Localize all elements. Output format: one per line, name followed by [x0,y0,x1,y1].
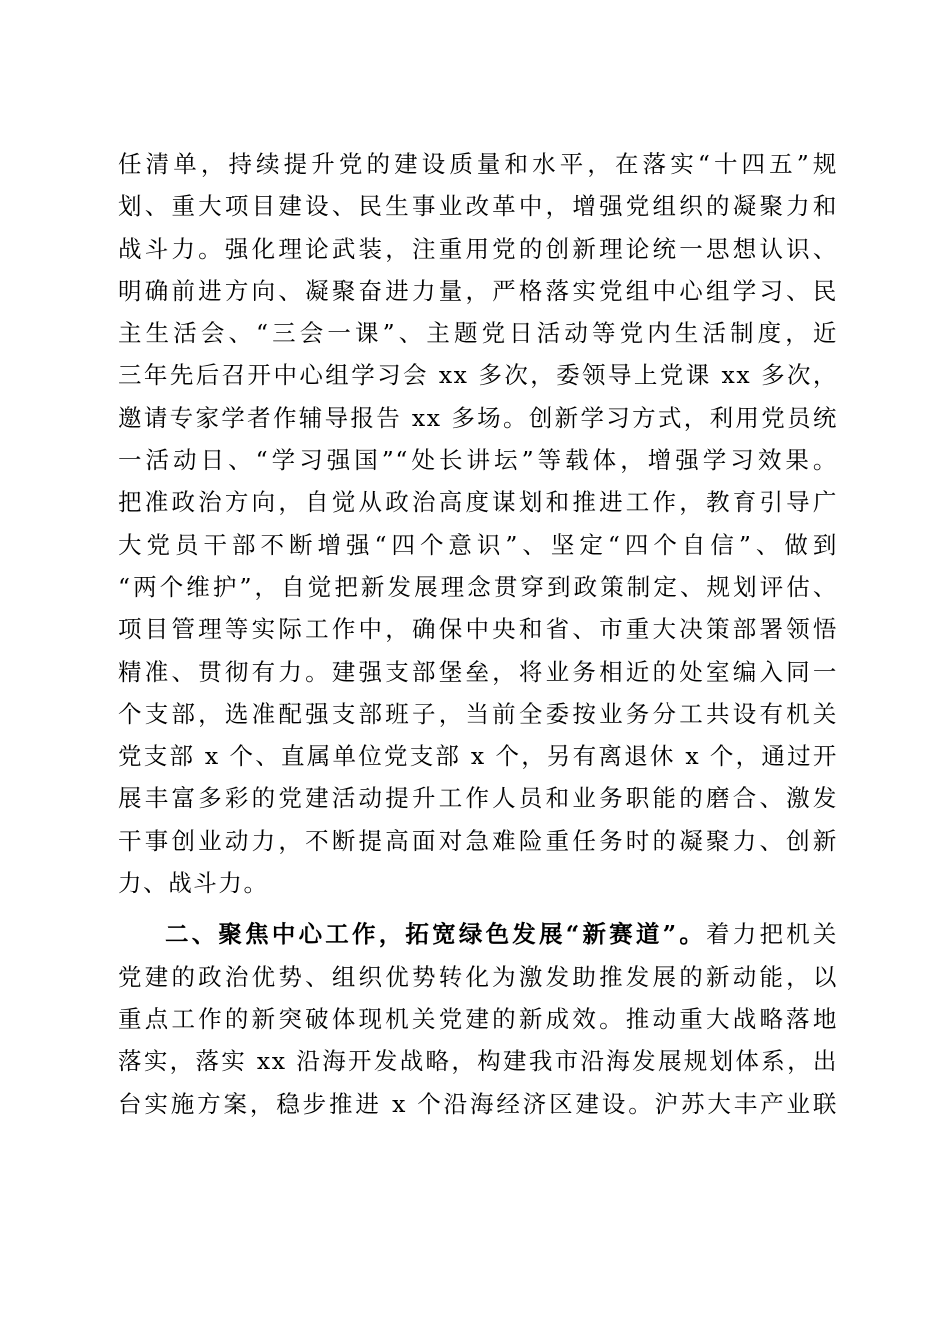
text-line: 邀请专家学者作辅导报告 xx 多场。创新学习方式，利用党员统 [118,403,838,432]
text-line: 展丰富多彩的党建活动提升工作人员和业务职能的磨合、激发 [118,784,838,813]
text-line: 党建的政治优势、组织优势转化为激发助推发展的新动能，以 [118,962,838,991]
text-line: 项目管理等实际工作中，确保中央和省、市重大决策部署领悟 [118,615,838,644]
paragraph-party-building [118,143,838,904]
text-line: 划、重大项目建设、民生事业改革中，增强党组织的凝聚力和 [118,192,838,221]
text-line: 明确前进方向、凝聚奋进力量，严格落实党组中心组学习、民 [118,276,838,305]
paragraph-central-work [118,913,838,1124]
text-line: 党支部 x 个、直属单位党支部 x 个，另有离退休 x 个，通过开 [118,742,838,771]
text-line: 干事创业动力，不断提高面对急难险重任务时的凝聚力、创新 [118,826,838,855]
text-line: 重点工作的新突破体现机关党建的新成效。推动重大战略落地 [118,1004,838,1033]
text-line: 主生活会、“三会一课”、主题党日活动等党内生活制度，近 [118,319,838,348]
text-line: 力、战斗力。 [118,869,269,898]
body-text [118,143,838,1125]
section-heading-continuation: 着力把机关 [706,920,839,949]
section-heading: 二、聚焦中心工作，拓宽绿色发展“新赛道”。 [165,920,707,949]
text-line: 精准、贯彻有力。建强支部堡垒，将业务相近的处室编入同一 [118,657,838,686]
text-line: 台实施方案，稳步推进 x 个沿海经济区建设。沪苏大丰产业联 [118,1089,838,1118]
text-line: 个支部，选准配强支部班子，当前全委按业务分工共设有机关 [118,699,838,728]
text-line: 任清单，持续提升党的建设质量和水平，在落实“十四五”规 [118,150,838,178]
text-line: “两个维护”，自觉把新发展理念贯穿到政策制定、规划评估、 [118,572,838,601]
text-line: 大党员干部不断增强“四个意识”、坚定“四个自信”、做到 [118,530,838,559]
text-line: 战斗力。强化理论武装，注重用党的创新理论统一思想认识、 [118,234,838,263]
text-line: 把准政治方向，自觉从政治高度谋划和推进工作，教育引导广 [118,488,838,517]
text-line: 三年先后召开中心组学习会 xx 多次，委领导上党课 xx 多次， [118,361,838,390]
text-line: 落实，落实 xx 沿海开发战略，构建我市沿海发展规划体系，出 [118,1047,838,1076]
section-first-line [118,913,838,955]
text-line: 一活动日、“学习强国”“处长讲坛”等载体，增强学习效果。 [118,446,838,475]
